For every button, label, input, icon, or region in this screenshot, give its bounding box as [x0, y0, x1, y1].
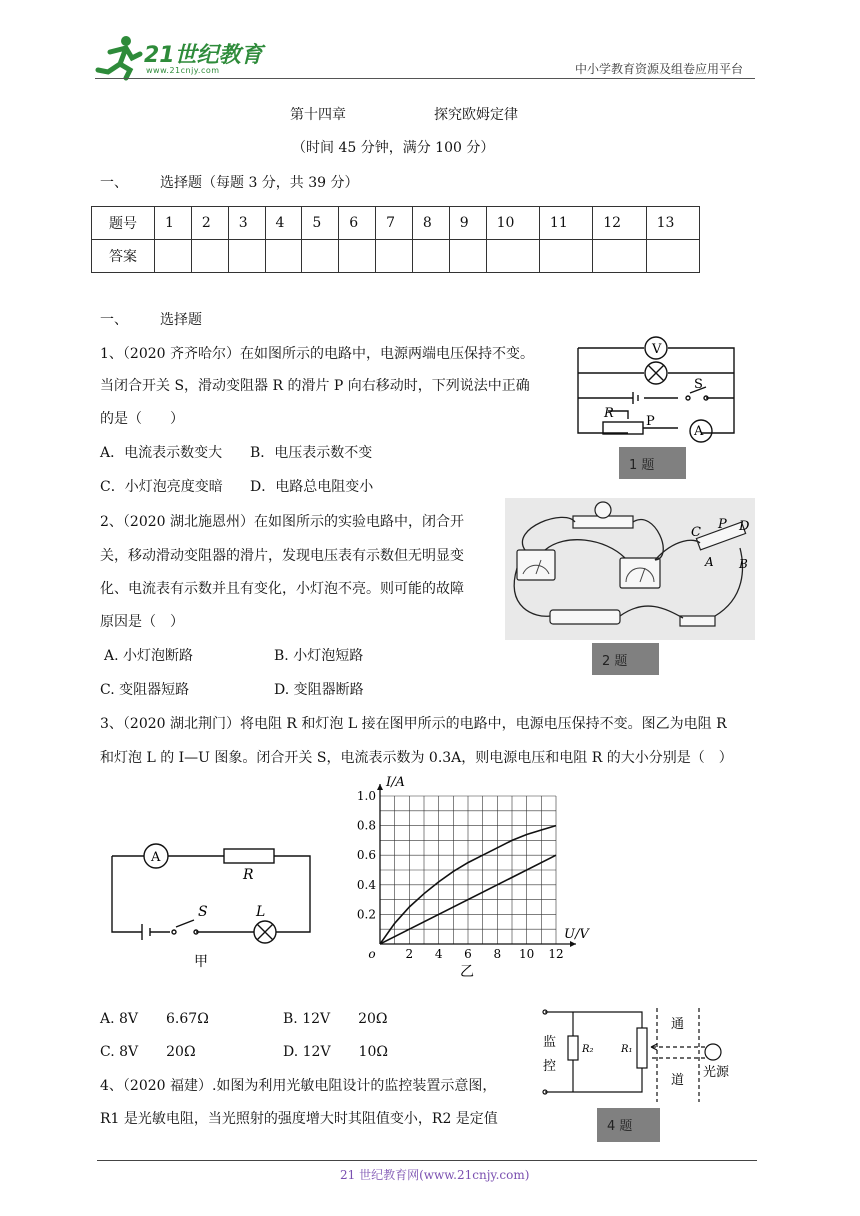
q2-line1: 2、（2020 湖北施恩州）在如图所示的实验电路中，闭合开 [100, 514, 464, 530]
origin-label: o [368, 947, 376, 961]
jia-ammeter-label: A [151, 850, 161, 865]
table-cell: 12 [593, 207, 646, 240]
jia-switch-label: S [198, 904, 208, 920]
q3-option-c[interactable]: C. 8V 20Ω [100, 1044, 196, 1060]
y-axis-label: I/A [386, 775, 405, 790]
table-cell: 10 [486, 207, 539, 240]
q2-option-a[interactable]: A. 小灯泡断路 [104, 648, 194, 664]
q2-label-b: B [739, 557, 748, 571]
section1-num: 一、 [100, 175, 128, 191]
q3-line2: 和灯泡 L 的 I—U 图象。闭合开关 S，电流表示数为 0.3A，则电源电压和电阻 R 的大小分别是（ ） [100, 750, 733, 766]
section2-num: 一、 [100, 312, 128, 328]
answer-cell[interactable] [228, 240, 265, 273]
y-tick-label: 0.2 [356, 907, 376, 922]
logo-url: www.21cnjy.com [146, 66, 220, 75]
x-tick-label: 10 [519, 947, 535, 961]
q4-monitor-figure [535, 1002, 743, 1106]
ammeter-label: A [694, 424, 704, 439]
q2-apparatus-figure [505, 498, 755, 640]
q3-circuit-jia-figure [106, 836, 322, 970]
q4-line2: R1 是光敏电阻，当光照射的强度增大时其阻值变小，R2 是定值 [100, 1111, 498, 1127]
q2-label-a: A [705, 555, 714, 569]
q2-label-d: D [739, 519, 750, 534]
q1-option-a[interactable]: A．电流表示数变大 [100, 445, 223, 461]
answer-cell[interactable] [449, 240, 486, 273]
q1-figure-caption: 1 题 [619, 447, 686, 479]
q2-option-c[interactable]: C. 变阻器短路 [100, 682, 190, 698]
q3-option-d[interactable]: D. 12V 10Ω [283, 1044, 388, 1060]
footer-divider [97, 1160, 757, 1161]
jia-resistor-label: R [243, 867, 254, 883]
table-cell: 3 [228, 207, 265, 240]
answer-cell[interactable] [539, 240, 592, 273]
q2-line3: 化、电流表有示数并且有变化，小灯泡不亮。则可能的故障 [100, 581, 464, 597]
logo-text: 21世纪教育 [144, 43, 263, 68]
slider-label: P [646, 414, 655, 429]
x-tick-label: 6 [464, 947, 472, 961]
voltmeter-label: V [652, 342, 662, 357]
table-cell: 9 [449, 207, 486, 240]
table-cell: 1 [155, 207, 192, 240]
x-tick-label: 12 [548, 947, 564, 961]
q2-line2: 关，移动滑动变阻器的滑片，发现电压表有示数但无明显变 [100, 548, 464, 564]
q4-line1: 4、（2020 福建）.如图为利用光敏电阻设计的监控装置示意图， [100, 1078, 497, 1094]
header-logo [96, 34, 266, 80]
q2-label-p: P [718, 517, 727, 532]
jia-caption: 甲 [194, 954, 208, 970]
q1-line3: 的是（ ） [100, 411, 184, 427]
q4-label-dao: 道 [671, 1073, 685, 1088]
x-axis-label: U/V [564, 927, 589, 942]
section2-label: 选择题 [160, 312, 202, 328]
q1-option-c[interactable]: C．小灯泡亮度变暗 [100, 479, 223, 495]
q1-option-d[interactable]: D．电路总电阻变小 [250, 479, 374, 495]
chart-caption: 乙 [460, 964, 474, 980]
answer-cell[interactable] [646, 240, 699, 273]
jia-lamp-label: L [256, 904, 266, 920]
q1-line1: 1、（2020 齐齐哈尔）在如图所示的电路中，电源两端电压保持不变。 [100, 346, 534, 362]
topic-title: 探究欧姆定律 [434, 107, 518, 123]
answer-cell[interactable] [191, 240, 228, 273]
answer-cell[interactable] [593, 240, 646, 273]
answer-cell[interactable] [412, 240, 449, 273]
table-cell: 6 [339, 207, 376, 240]
table-header-cell: 题号 [92, 207, 155, 240]
table-cell: 5 [302, 207, 339, 240]
table-cell: 2 [191, 207, 228, 240]
q4-label-kong: 控 [543, 1059, 557, 1074]
q1-option-b[interactable]: B．电压表示数不变 [250, 445, 373, 461]
section1-label: 选择题（每题 3 分，共 39 分） [160, 175, 359, 191]
switch-label: S [694, 377, 703, 392]
q4-figure-caption: 4 题 [597, 1108, 660, 1142]
answer-cell[interactable] [302, 240, 339, 273]
q2-option-d[interactable]: D. 变阻器断路 [274, 682, 364, 698]
table-cell: 11 [539, 207, 592, 240]
x-tick-label: 2 [405, 947, 414, 961]
table-header-cell: 答案 [92, 240, 155, 273]
table-cell: 8 [412, 207, 449, 240]
answer-cell[interactable] [339, 240, 376, 273]
rheostat-label: R [604, 406, 614, 421]
footer-text: 21 世纪教育网(www.21cnjy.com) [340, 1168, 530, 1182]
q4-label-r2: R₂ [582, 1044, 594, 1055]
x-tick-label: 8 [493, 947, 502, 961]
y-tick-label: 0.4 [356, 877, 376, 892]
iu-chart [356, 775, 596, 986]
answer-cell[interactable] [376, 240, 413, 273]
table-cell: 7 [376, 207, 413, 240]
answer-table [91, 206, 700, 273]
platform-name: 中小学教育资源及组卷应用平台 [575, 62, 744, 76]
q3-option-a[interactable]: A. 8V 6.67Ω [100, 1011, 209, 1027]
answer-cell[interactable] [265, 240, 302, 273]
y-tick-label: 0.6 [356, 848, 376, 863]
q2-figure-caption: 2 题 [592, 643, 659, 675]
q4-label-jian: 监 [543, 1035, 557, 1050]
q2-option-b[interactable]: B. 小灯泡短路 [274, 648, 364, 664]
table-row [92, 240, 700, 273]
q1-circuit-figure [568, 333, 744, 446]
q4-label-light: 光源 [703, 1065, 730, 1080]
q3-option-b[interactable]: B. 12V 20Ω [283, 1011, 388, 1027]
table-cell: 13 [646, 207, 699, 240]
table-cell: 4 [265, 207, 302, 240]
table-row [92, 207, 700, 240]
q3-line1: 3、（2020 湖北荆门）将电阻 R 和灯泡 L 接在图甲所示的电路中，电源电压保持不变。图乙为电阻 R [100, 716, 727, 732]
exam-subtitle: （时间 45 分钟，满分 100 分） [292, 140, 495, 156]
q2-line4: 原因是（ ） [100, 614, 184, 630]
chapter-title: 第十四章 [290, 107, 346, 123]
q4-label-tong: 通 [671, 1017, 685, 1032]
q4-label-r1: R₁ [621, 1044, 633, 1055]
header-divider [95, 78, 755, 79]
answer-cell[interactable] [155, 240, 192, 273]
q1-line2: 当闭合开关 S，滑动变阻器 R 的滑片 P 向右移动时，下列说法中正确 [100, 378, 530, 394]
q2-label-c: C [691, 525, 701, 540]
y-tick-label: 1.0 [356, 789, 376, 803]
logo-runner-icon [96, 34, 142, 78]
answer-cell[interactable] [486, 240, 539, 273]
y-tick-label: 0.8 [356, 818, 376, 833]
x-tick-label: 4 [434, 947, 443, 961]
